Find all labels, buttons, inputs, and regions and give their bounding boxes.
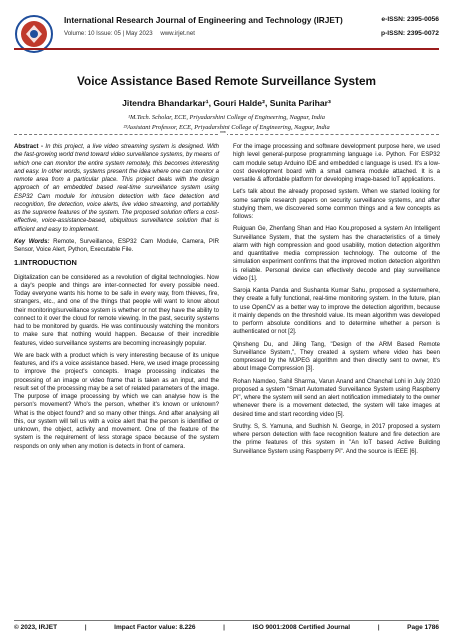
footer-separator: | xyxy=(377,624,380,631)
abstract-label: Abstract - xyxy=(14,144,43,150)
right-paragraph-7: Sruthy. S, S. Yamuna, and Sudhish N. George, in 2017 proposed a system where person detection with face recognition feature and fire detection are the prime features of this system in "An IoT based Active Building Surveillance System using Raspberry Pi". And the source is IEEE [6]. xyxy=(233,423,440,455)
footer-separator: | xyxy=(84,624,87,631)
footer-impact: Impact Factor value: 8.226 xyxy=(114,624,196,631)
keywords xyxy=(14,238,219,255)
right-paragraph-4: Saroja Kanta Panda and Sushanta Kumar Sahu, proposed a systemwhere, they create a fully functional, real-time monitoring system. In the future, plan to use OpenCV as a better way to improve the detection algorithm, because it mainly depends on the threshold value. Its mean algorithm was developed to perform absolute conditions and to determine whether a person is authenticated or not [2]. xyxy=(233,288,440,336)
journal-header xyxy=(14,12,439,64)
affiliation-1: ¹M.Tech. Scholar, ECE, Priyadarshini College of Engineering, Nagpur, India xyxy=(128,114,325,121)
right-paragraph-1: For the image processing and software development purpose here, we used high level general-purpose programming language i.e. Python. For ESP32 cam module setup Arduino IDE and embedded c language is used. It's a low-cost development board with a small camera module attached. It is a versatile & affordable platform for developing image-based IoT applications. xyxy=(233,144,440,183)
section-heading-introduction: 1.INTRODUCTION xyxy=(14,258,77,268)
footer-page: Page 1786 xyxy=(407,624,439,631)
abstract xyxy=(14,143,219,234)
pissn: p-ISSN: 2395-0072 xyxy=(381,30,439,37)
affiliation-2: ²³Assistant Professor, ECE, Priyadarshini College of Engineering, Nagpur, India xyxy=(123,124,330,131)
right-paragraph-6: Rohan Namdeo, Sahil Sharma, Varun Anand and Chanchal Lohi in July 2020 proposed a system "Smart Automated Surveillance System using Raspberry Pi", where the system will send an alert notification immediately to the owner whenever there is a movement detected, the system will take images at desired time and start recording video [5]. xyxy=(233,378,440,418)
header-rule xyxy=(14,48,439,50)
footer-iso: ISO 9001:2008 Certified Journal xyxy=(252,624,351,631)
page-footer xyxy=(14,624,439,631)
right-paragraph-5: Qinsheng Du, and Jiling Tang, "Design of the ARM Based Remote Surveillance System,", They created a system where video has been compressed by the MJPEG algorithm and then directly sent to owner, It's about Image Compression [3]. xyxy=(233,341,440,373)
paper-authors: Jitendra Bhandarkar¹, Gouri Halde², Sunita Parihar³ xyxy=(122,98,331,108)
footer-copyright: © 2023, IRJET xyxy=(14,624,58,631)
keywords-text: Remote, Surveillance, ESP32 Cam Module, Camera, PIR Sensor, Voice Alert, Python, Executable File. xyxy=(14,238,219,253)
website-link[interactable]: www.irjet.net xyxy=(160,30,195,37)
left-column xyxy=(14,143,219,455)
volume-text: Volume: 10 Issue: 05 | May 2023 xyxy=(64,30,153,37)
eissn: e-ISSN: 2395-0056 xyxy=(381,16,439,23)
journal-name: International Research Journal of Engineering and Technology (IRJET) xyxy=(64,15,343,25)
abstract-text: In this project, a live video streaming system is designed. With the fast-growing world trend toward video surveillance systems, by means of which one can monitor the entire system remotely, this becomes interesting and easy. In other words, systems present the idea where one can monitor a remote area from a particular place. This project deals with the design approach of an embedded based real-time surveillance system using ESP32 Cam module for intrusion detection with face detection and recognition, fire detection, voice alerts, live video streaming, and portability as the supreme features of the system. The proposed solution offers a cost-effective, voice-assistance-based, ubiquitous surveillance solution that is efficient and easy to implement. xyxy=(14,144,220,233)
volume-issue xyxy=(64,30,201,37)
right-column xyxy=(233,143,440,460)
left-paragraph-2: We are back with a product which is very interesting because of its unique features, and it's a voice assistance based. Here, we used image processing to improve the project's concepts. Image processing indicates the processing of an image or video frame that is taken as an input, and the result set of the processing may be a set of related parameters of the image. The purpose of image processing by which we can analyse how is the person's movement? Who's the person, whether it's known or unknown? What is the object found? and so many other things. And after analysing all this, our system will tell us with a voice alert that the person is identified or unknown, the object, activity and movement. One of the feature of the system is the requirement of less storage space because of the system responds on only when any motion is detects in front of camera. xyxy=(14,352,219,450)
divider-mark: *** xyxy=(220,131,226,137)
paper-title: Voice Assistance Based Remote Surveillance System xyxy=(77,74,376,88)
right-paragraph-2: Let's talk about the already proposed system. When we started looking for some sample research papers on security surveillance systems, and after studying them, we discovered some common things and a few concepts as follows: xyxy=(233,189,440,220)
left-paragraph-1: Digitalization can be considered as a revolution of digital technologies. Now a day's people and things are inter-connected for every possible need. Today everyone wants his home to be safe in every way, from thieves, fire, strangers, etc., and one of the things that people will want to know about their monitoring/surveillance system is whether or not they have the ability to connect to it over the cloud for remote viewing. In the past, security systems had to be monitored by guards. He was continuously watching the monitors to make sure that nothing would happen. Because of their incredible features, video surveillance systems are becoming increasingly popular. xyxy=(14,274,219,347)
right-paragraph-3: Ruiguan Ge, Zhenfang Shan and Hao Kou,proposed a system An Intelligent Surveillance System, that the system has the characteristics of a timely alarm with high compression and good usability, motion detection algorithm and quantitative media compression technology. The outcome of the simulation experiment confirms that the improved motion detection algorithm is reliable. Personal device can effectively decode and play surveillance video [1]. xyxy=(233,226,440,282)
keywords-label: Key Words: xyxy=(14,238,50,245)
footer-separator: | xyxy=(223,624,225,631)
footer-rule xyxy=(14,620,439,621)
